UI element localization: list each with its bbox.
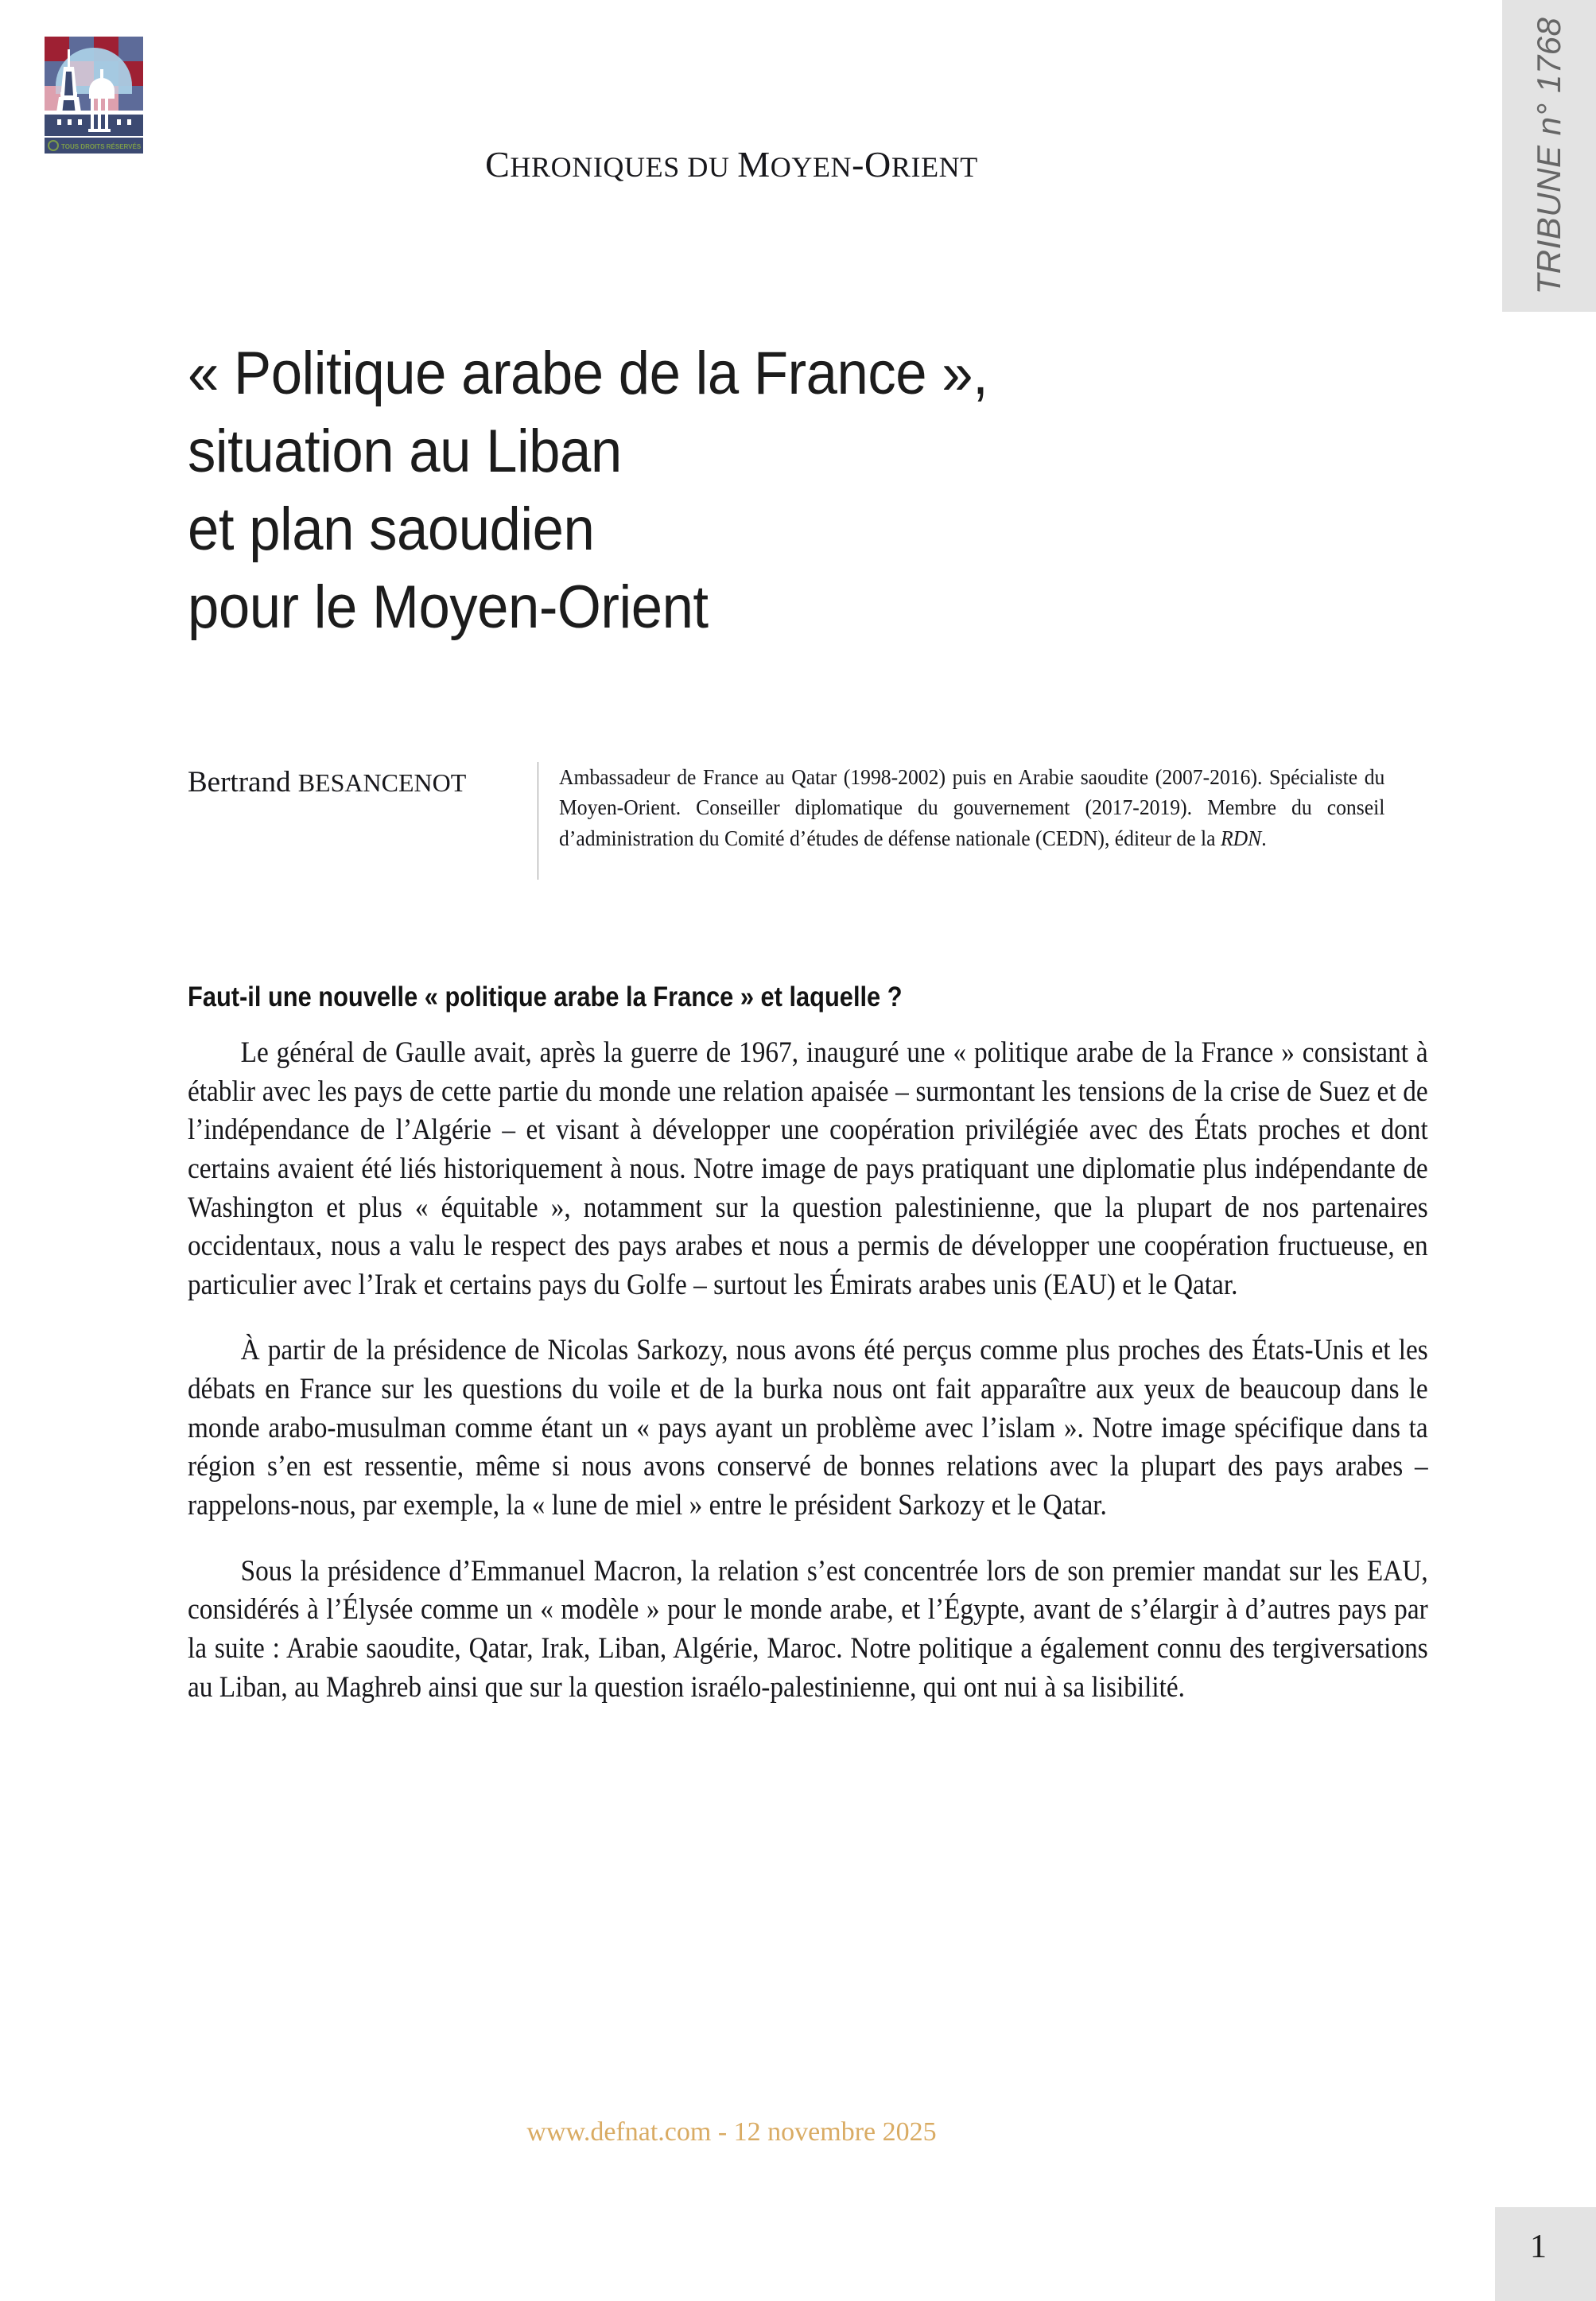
running-head-dash-o: -O <box>852 144 891 185</box>
page-footer: www.defnat.com - 12 novembre 2025 <box>526 2117 937 2147</box>
running-head-hroniques: HRONIQUES <box>510 151 680 183</box>
author-last-name: BESANCENOT <box>297 768 467 797</box>
author-bio-part2: . <box>1261 826 1267 850</box>
running-head-c: C <box>485 144 511 185</box>
running-head-m: M <box>737 144 771 185</box>
author-bio <box>559 762 1384 853</box>
author-bio-italic: RDN <box>1220 826 1262 850</box>
author-first-name: Bertrand <box>188 766 298 799</box>
page-number: 1 <box>1530 2229 1547 2265</box>
section-heading: Faut-il une nouvelle « politique arabe la France » et laquelle ? <box>188 981 903 1013</box>
body-paragraph: À partir de la présidence de Nicolas Sarkozy, nous avons été perçus comme plus proches des États-Unis et les débats en France sur les questions du voile et de la burka nous ont fait apparaître aux yeux de beaucoup dans le monde arabo-musulman comme étant un « pays ayant un problème avec l’islam ». Notre image spécifique dans ta région s’en est ressentie, même si nous avons conservé de bonnes relations avec la plupart des pays arabes – rappelons-nous, par exemple, la « lune de miel » entre le président Sarkozy et le Qatar. <box>188 1334 1428 1522</box>
body-paragraph: Le général de Gaulle avait, après la guerre de 1967, inauguré une « politique arabe de la France » consistant à établir avec les pays de cette partie du monde une relation apaisée – surmontant les tensions de la crise de Suez et de l’indépendance de l’Algérie – et visant à développer une coopération privilégiée avec des États proches et dont certains avaient été liés historiquement à nous. Notre image de pays pratiquant une diplomatie plus indépendante de Washington et plus « équitable », notamment sur la question palestinienne, que la plupart de nos partenaires occidentaux, nous a valu le respect des pays arabes et nous a permis de développer une coopération fructueuse, en particulier avec l’Irak et certains pays du Golfe – surtout les Émirats arabes unis (EAU) et le Qatar. <box>188 1036 1428 1301</box>
logo-caption: TOUS DROITS RÉSERVÉS <box>61 143 142 150</box>
article-title <box>188 335 1342 647</box>
running-head-du: DU <box>679 151 738 183</box>
running-head-rient: RIENT <box>891 151 978 183</box>
page-number-box <box>1495 2207 1596 2301</box>
article-title-line-3: et plan saoudien <box>188 495 595 563</box>
article-title-line-2: situation au Liban <box>188 417 622 485</box>
article-title-line-4: pour le Moyen-Orient <box>188 573 709 641</box>
running-head <box>0 143 1463 185</box>
author-byline <box>188 762 1428 880</box>
tribune-issue-label: TRIBUNE n° 1768 <box>1530 17 1567 295</box>
running-head-oyen: OYEN <box>770 151 852 183</box>
article-title-line-1: « Politique arabe de la France », <box>188 339 988 407</box>
tribune-issue-tab <box>1502 0 1596 312</box>
article-body <box>188 1034 1428 1707</box>
author-bio-part1: Ambassadeur de France au Qatar (1998-2002) puis en Arabie saoudite (2007-2016). Spécialiste du Moyen-Orient. Conseiller diplomatique du gouvernement (2017-2019). Membre du conseil d’administration du Comité d’études de défense nationale (CEDN), éditeur de la <box>558 765 1385 850</box>
body-paragraph: Sous la présidence d’Emmanuel Macron, la relation s’est concentrée lors de son premier mandat sur les EAU, considérés à l’Élysée comme un « modèle » pour le monde arabe, et l’Égypte, avant de s’élargir à d’autres pays par la suite : Arabie saoudite, Qatar, Irak, Liban, Algérie, Maroc. Notre politique a également connu des tergiversations au Liban, au Maghreb ainsi que sur la question israélo-palestinienne, qui ont nui à sa lisibilité. <box>188 1554 1428 1704</box>
author-name <box>188 762 538 799</box>
